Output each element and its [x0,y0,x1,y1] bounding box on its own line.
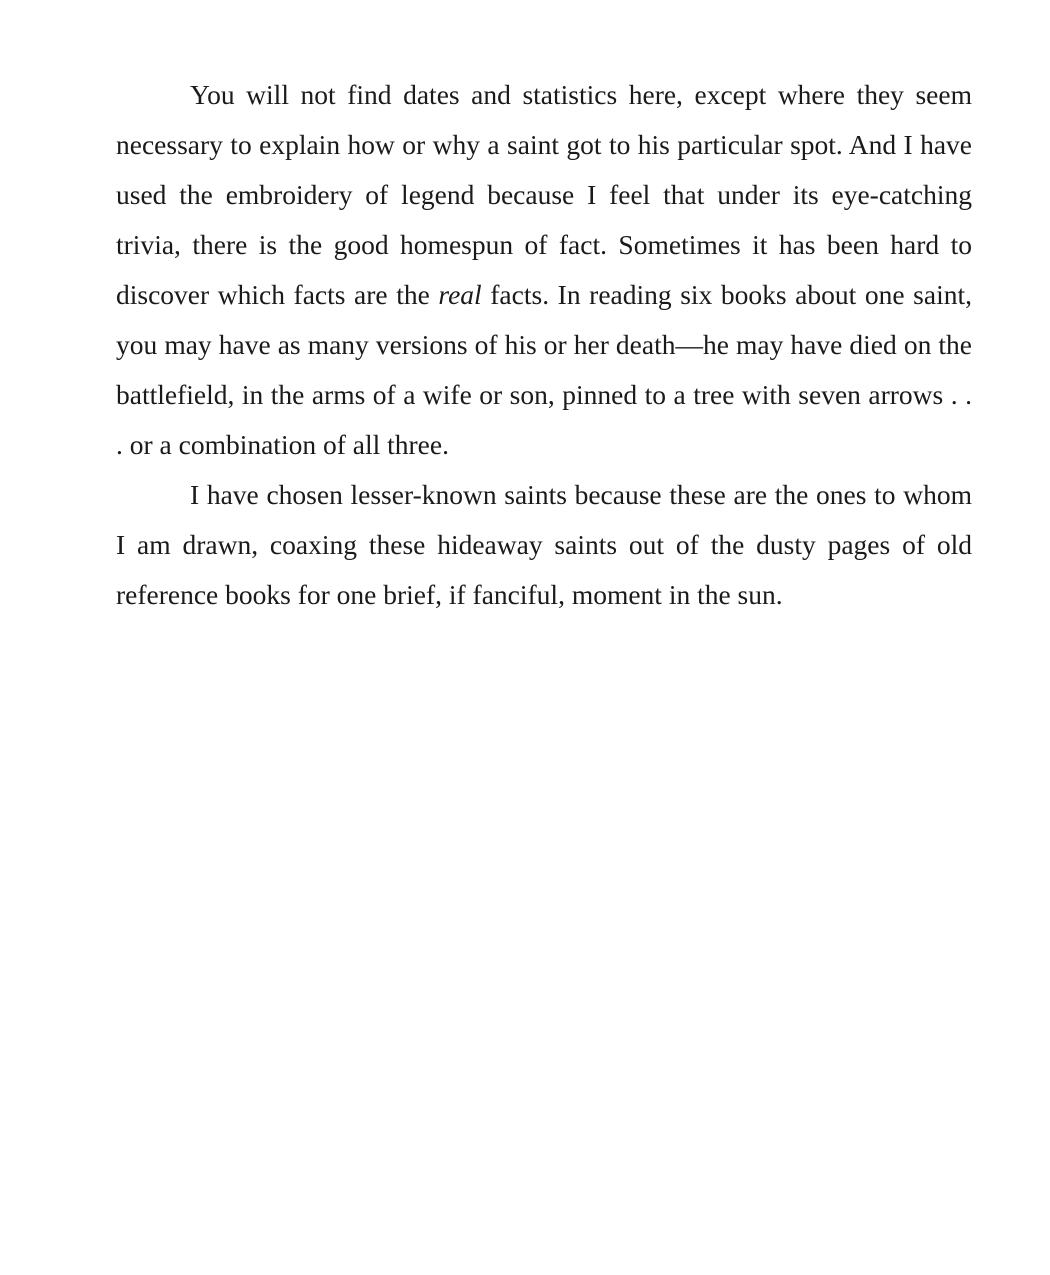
paragraph-1-text-end: facts. In reading six books about one saint, you may have as many versions of his or her death—he may have died on the battlefield, in the arms of a wife or son, pinned to a tree with seven arrows . . . or a combination of all three. [116,279,972,460]
paragraph-2: I have chosen lesser-known saints because these are the ones to whom I am drawn, coaxing these hideaway saints out of the dusty pages of old reference books for one brief, if fanciful, moment in the sun. [116,479,972,610]
paragraph-1 [116,70,972,470]
page-body [116,70,972,620]
paragraph-1-italic-word: real [438,279,482,310]
paragraph-1-text-start: You will not find dates and statistics here, except where they seem necessary to explain how or why a saint got to his particular spot. And I have used the embroidery of legend because I feel that under its eye-catching trivia, there is the good homespun of fact. Sometimes it has been hard to discover which facts are the [116,79,972,310]
